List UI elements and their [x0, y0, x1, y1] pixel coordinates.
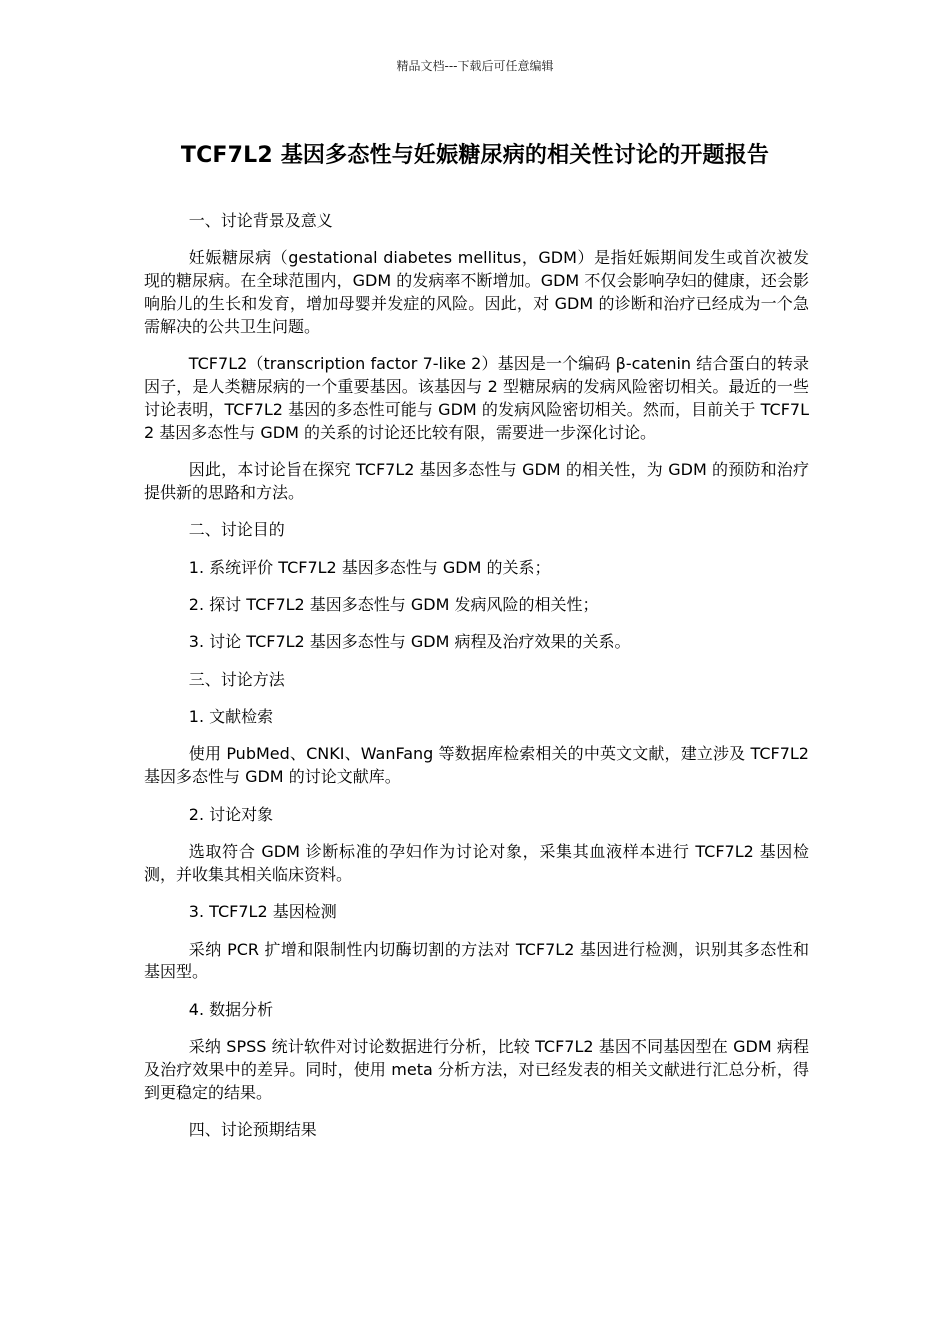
- section-heading-background: 一、讨论背景及意义: [188, 211, 333, 230]
- paragraph-study-aim: 因此，本讨论旨在探究 TCF7L2 基因多态性与 GDM 的相关性，为 GDM 的预防和治疗提供新的思路和方法。: [144, 459, 809, 502]
- header-note: 精品文档---下载后可任意编辑: [396, 59, 554, 73]
- paragraph-tcf7l2-intro: TCF7L2（transcription factor 7-like 2）基因是一个编码 β-catenin 结合蛋白的转录因子，是人类糖尿病的一个重要基因。该基因与 2 型糖尿病的发病风险密切相关。最近的一些讨论表明，TCF7L2 基因的多态性可能与 GDM 的发病风险密切相关。然而，目前关于 TCF7L2 基因多态性与 GDM 的关系的讨论还比较有限，需要进一步深化讨论。: [144, 354, 809, 442]
- objective-item-3: 3. 讨论 TCF7L2 基因多态性与 GDM 病程及治疗效果的关系。: [188, 632, 631, 652]
- method-text-subjects: 选取符合 GDM 诊断标准的孕妇作为讨论对象，采集其血液样本进行 TCF7L2 基因检测，并收集其相关临床资料。: [144, 842, 809, 884]
- method-text-literature: 使用 PubMed、CNKI、WanFang 等数据库检索相关的中英文文献，建立涉及 TCF7L2 基因多态性与 GDM 的讨论文献库。: [144, 744, 809, 787]
- section-heading-methods: 三、讨论方法: [188, 669, 285, 689]
- method-text-gene-test: 采纳 PCR 扩增和限制性内切酶切割的方法对 TCF7L2 基因进行检测，识别其多态性和基因型。: [144, 939, 809, 982]
- document-body: [144, 210, 809, 1157]
- method-title-subjects: 2. 讨论对象: [188, 804, 274, 824]
- document-title: TCF7L2 基因多态性与妊娠糖尿病的相关性讨论的开题报告: [180, 143, 770, 168]
- section-heading-expected-results: 四、讨论预期结果: [188, 1120, 317, 1140]
- method-text-analysis: 采纳 SPSS 统计软件对讨论数据进行分析，比较 TCF7L2 基因不同基因型在 GDM 病程及治疗效果中的差异。同时，使用 meta 分析方法，对已经发表的相关文献进行汇总分析，得到更稳定的结果。: [144, 1037, 809, 1102]
- objective-item-2: 2. 探讨 TCF7L2 基因多态性与 GDM 发病风险的相关性；: [188, 594, 599, 614]
- section-heading-objectives: 二、讨论目的: [188, 520, 285, 540]
- method-title-analysis: 4. 数据分析: [188, 999, 274, 1019]
- method-title-literature: 1. 文献检索: [188, 707, 274, 727]
- objective-item-1: 1. 系统评价 TCF7L2 基因多态性与 GDM 的关系；: [188, 557, 551, 577]
- method-title-gene-test: 3. TCF7L2 基因检测: [188, 902, 337, 922]
- paragraph-gdm-intro: 妊娠糖尿病（gestational diabetes mellitus，GDM）是指妊娠期间发生或首次被发现的糖尿病。在全球范围内，GDM 的发病率不断增加。GDM 不仅会影响孕妇的健康，还会影响胎儿的生长和发育，增加母婴并发症的风险。因此，对 GDM 的诊断和治疗已经成为一个急需解决的公共卫生问题。: [144, 248, 809, 336]
